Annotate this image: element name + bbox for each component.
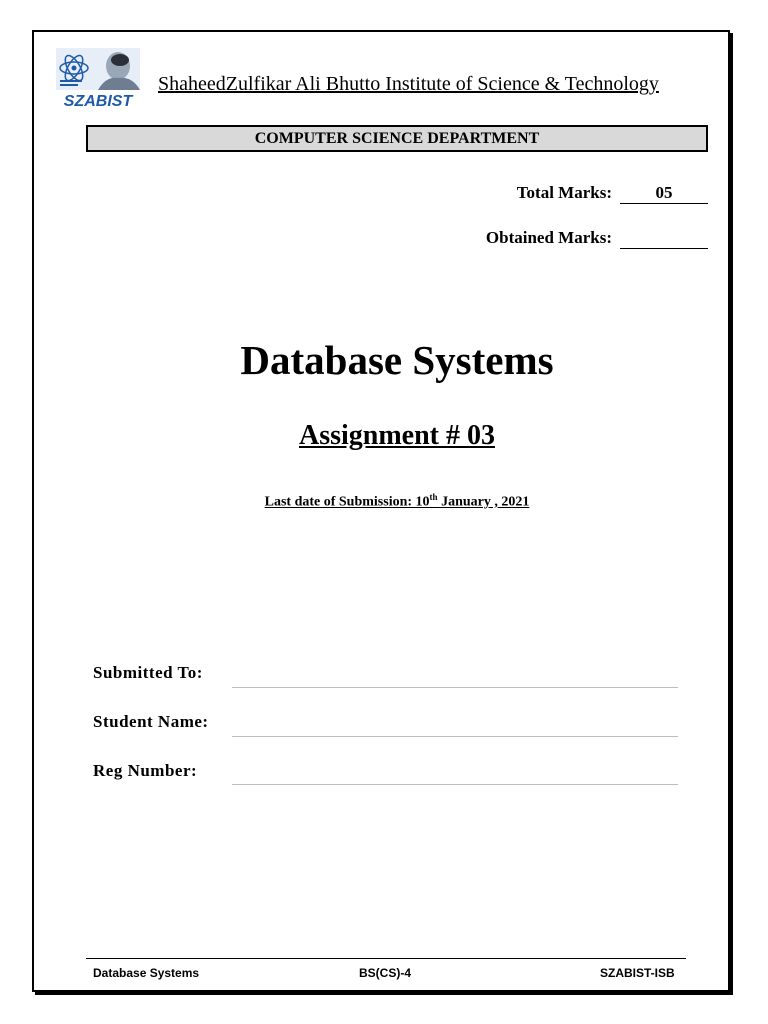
obtained-marks-blank[interactable] (620, 228, 708, 249)
svg-text:SZABIST: SZABIST (63, 93, 133, 110)
submission-deadline (0, 492, 768, 511)
footer-divider (86, 958, 686, 959)
deadline-ordinal: th (429, 492, 438, 502)
reg-number-label: Reg Number: (93, 761, 198, 780)
institute-name: ShaheedZulfikar Ali Bhutto Institute of Science & Technology (158, 73, 659, 95)
submitted-to-label: Submitted To: (93, 663, 203, 682)
student-name-label: Student Name: (93, 712, 209, 731)
obtained-marks-row (486, 228, 708, 249)
total-marks-value: 05 (620, 183, 708, 204)
deadline-prefix: Last date of Submission: 10 (264, 494, 430, 510)
submitted-to-line[interactable] (232, 687, 678, 688)
reg-number-line[interactable] (232, 784, 678, 785)
student-name-line[interactable] (232, 736, 678, 737)
szabist-logo (54, 46, 142, 110)
document-title: Database Systems (240, 337, 554, 383)
footer-campus: SZABIST-ISB (600, 966, 675, 980)
footer-program: BS(CS)-4 (359, 966, 412, 980)
obtained-marks-label: Obtained Marks: (485, 228, 612, 247)
department-banner (86, 125, 708, 152)
deadline-suffix: January , 2021 (437, 494, 530, 510)
footer-course: Database Systems (93, 966, 200, 980)
total-marks-label: Total Marks: (516, 183, 612, 202)
assignment-number: Assignment # 03 (298, 420, 495, 451)
total-marks-row (517, 183, 708, 204)
page-border (32, 30, 730, 992)
department-label: COMPUTER SCIENCE DEPARTMENT (254, 130, 540, 147)
